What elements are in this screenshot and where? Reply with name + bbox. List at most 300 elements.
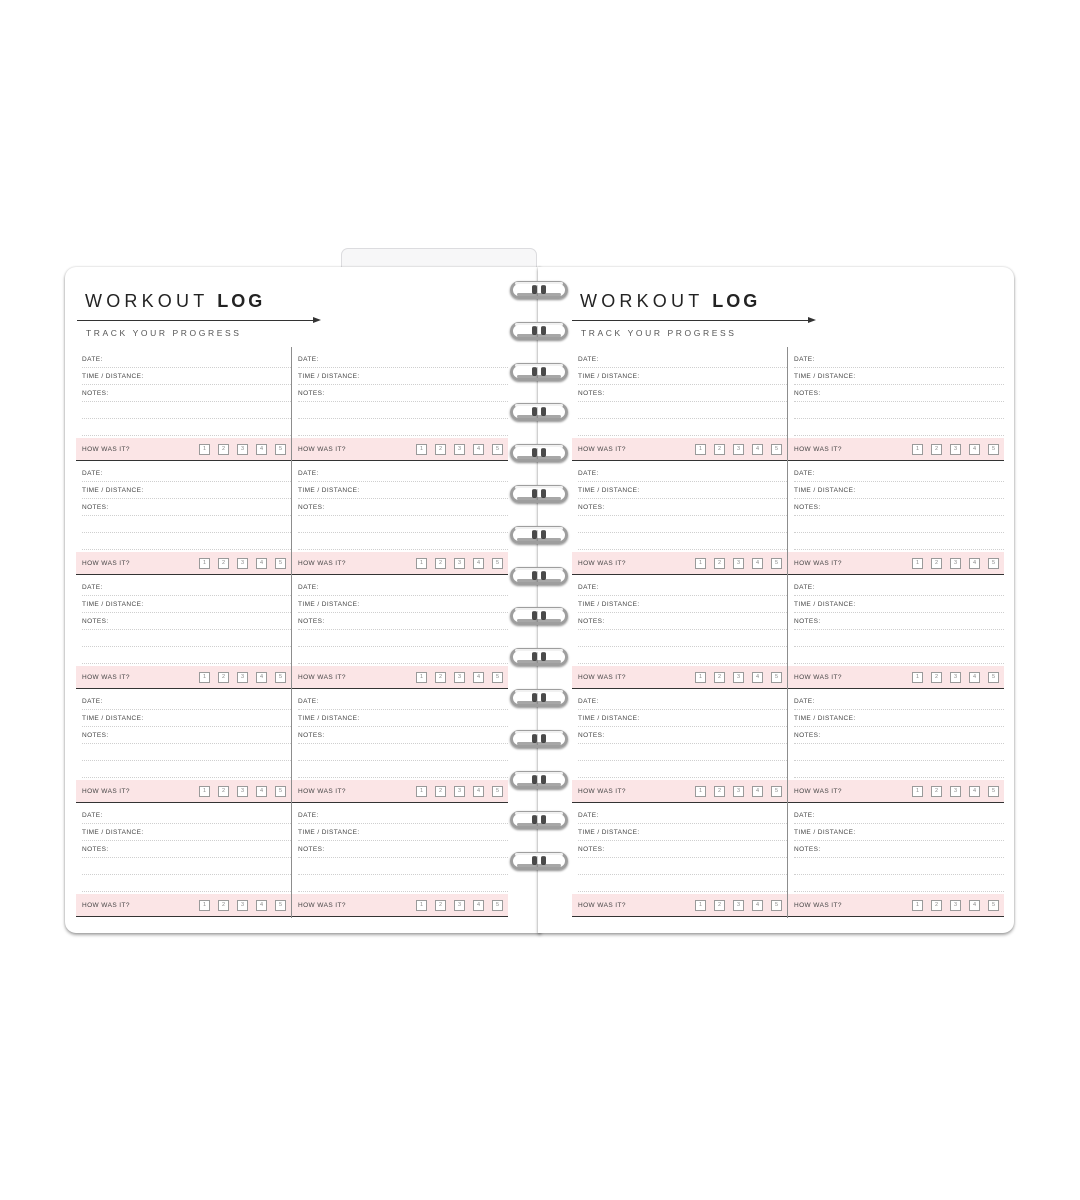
rating-checkbox[interactable]: 3 [950,672,961,683]
rating-checkbox[interactable]: 3 [733,558,744,569]
rating-checkbox[interactable]: 3 [237,672,248,683]
notes-field[interactable]: NOTES: [298,613,508,630]
rating-checkbox[interactable]: 2 [714,900,725,911]
date-field[interactable]: DATE: [298,465,508,482]
rating-bar [788,780,1004,803]
time-distance-field[interactable]: TIME / DISTANCE: [578,596,787,613]
spiral-ring-icon [509,769,569,791]
page-subtitle: TRACK YOUR PROGRESS [86,328,242,338]
rating-checkbox[interactable]: 1 [199,558,210,569]
rating-bar [788,438,1004,461]
how-was-it-label: HOW WAS IT? [578,674,626,681]
workout-entry [788,461,1004,575]
rating-checkbox[interactable]: 3 [733,444,744,455]
notes-field[interactable]: NOTES: [794,499,1004,516]
how-was-it-label: HOW WAS IT? [578,902,626,909]
rating-checkbox[interactable]: 3 [950,900,961,911]
notes-line[interactable] [298,402,508,419]
notes-field[interactable]: NOTES: [578,727,787,744]
spiral-ring-icon [509,850,569,872]
ring-shadow [517,456,561,459]
notes-line[interactable] [794,875,1004,892]
ring-shadow [517,619,561,622]
rating-bar [292,552,508,575]
how-was-it-label: HOW WAS IT? [298,788,346,795]
rating-checkbox[interactable]: 2 [714,786,725,797]
notes-line[interactable] [82,744,291,761]
rating-bar [572,552,787,575]
rating-checkbox[interactable]: 2 [435,672,446,683]
ring-highlight [515,812,563,815]
rating-checkbox[interactable]: 5 [988,786,999,797]
rating-checkbox[interactable]: 4 [473,786,484,797]
spiral-ring-icon [509,605,569,627]
ring-highlight [515,772,563,775]
how-was-it-label: HOW WAS IT? [298,902,346,909]
date-field[interactable]: DATE: [578,579,787,596]
rating-checkbox[interactable]: 1 [912,558,923,569]
title-light: WORKOUT [85,291,209,311]
ring-highlight [515,527,563,530]
time-distance-field[interactable]: TIME / DISTANCE: [794,710,1004,727]
rating-checkbox[interactable]: 5 [275,672,286,683]
rating-checkbox[interactable]: 3 [733,900,744,911]
rating-checkbox[interactable]: 2 [435,558,446,569]
rating-checkbox[interactable]: 3 [454,786,465,797]
rating-checkbox[interactable]: 1 [695,786,706,797]
notes-line[interactable] [298,647,508,664]
spiral-ring-icon [509,401,569,423]
ring-highlight [515,649,563,652]
notes-line[interactable] [794,516,1004,533]
workout-entry [76,689,291,803]
notes-line[interactable] [82,402,291,419]
notes-line[interactable] [298,419,508,436]
entry-row [572,689,1004,803]
notes-line[interactable] [298,875,508,892]
date-field[interactable]: DATE: [82,693,291,710]
rating-options [199,672,286,683]
rating-checkbox[interactable]: 5 [492,672,503,683]
entry-row [572,347,1004,461]
log-grid [572,347,1004,918]
rating-checkbox[interactable]: 5 [988,558,999,569]
rating-checkbox[interactable]: 5 [988,900,999,911]
date-field[interactable]: DATE: [578,807,787,824]
rating-checkbox[interactable]: 2 [435,444,446,455]
notes-line[interactable] [298,761,508,778]
notes-line[interactable] [578,744,787,761]
rating-checkbox[interactable]: 1 [695,900,706,911]
rating-checkbox[interactable]: 1 [695,558,706,569]
rating-bar [76,552,291,575]
rating-checkbox[interactable]: 5 [771,900,782,911]
date-field[interactable]: DATE: [82,579,291,596]
rating-checkbox[interactable]: 2 [931,444,942,455]
notes-line[interactable] [82,858,291,875]
rating-checkbox[interactable]: 1 [695,672,706,683]
ring-shadow [517,375,561,378]
rating-options [199,786,286,797]
how-was-it-label: HOW WAS IT? [82,560,130,567]
ring-shadow [517,823,561,826]
rating-checkbox[interactable]: 3 [454,672,465,683]
rating-checkbox[interactable]: 2 [931,672,942,683]
notes-line[interactable] [578,761,787,778]
rating-checkbox[interactable]: 5 [771,672,782,683]
how-was-it-label: HOW WAS IT? [578,446,626,453]
notes-line[interactable] [578,647,787,664]
rating-checkbox[interactable]: 1 [912,444,923,455]
entry-row [76,575,508,689]
rating-checkbox[interactable]: 5 [275,444,286,455]
date-field[interactable]: DATE: [298,693,508,710]
rating-checkbox[interactable]: 4 [256,672,267,683]
rating-checkbox[interactable]: 1 [912,786,923,797]
rating-checkbox[interactable]: 3 [237,558,248,569]
rating-checkbox[interactable]: 3 [454,900,465,911]
date-field[interactable]: DATE: [82,351,291,368]
entry-row [76,347,508,461]
time-distance-field[interactable]: TIME / DISTANCE: [794,368,1004,385]
rating-checkbox[interactable]: 4 [256,558,267,569]
rating-checkbox[interactable]: 4 [752,672,763,683]
notes-line[interactable] [578,402,787,419]
date-field[interactable]: DATE: [794,807,1004,824]
ring-highlight [515,486,563,489]
rating-checkbox[interactable]: 4 [473,444,484,455]
rating-options [416,558,503,569]
rating-checkbox[interactable]: 2 [931,900,942,911]
rating-options [695,786,782,797]
time-distance-field[interactable]: TIME / DISTANCE: [794,596,1004,613]
rating-checkbox[interactable]: 2 [435,900,446,911]
time-distance-field[interactable]: TIME / DISTANCE: [298,596,508,613]
notes-line[interactable] [794,761,1004,778]
entry-row [572,803,1004,917]
rating-checkbox[interactable]: 1 [416,672,427,683]
notes-field[interactable]: NOTES: [82,499,291,516]
notes-field[interactable]: NOTES: [298,499,508,516]
time-distance-field[interactable]: TIME / DISTANCE: [82,482,291,499]
rating-checkbox[interactable]: 4 [752,786,763,797]
notes-line[interactable] [82,419,291,436]
rating-checkbox[interactable]: 1 [695,444,706,455]
rating-checkbox[interactable]: 2 [714,558,725,569]
ring-highlight [515,445,563,448]
spiral-ring-icon [509,565,569,587]
ring-shadow [517,538,561,541]
workout-entry [76,347,291,461]
rating-checkbox[interactable]: 2 [218,672,229,683]
notes-field[interactable]: NOTES: [82,727,291,744]
rating-checkbox[interactable]: 2 [435,786,446,797]
spiral-ring-icon [509,320,569,342]
workout-entry [572,575,787,689]
notes-line[interactable] [82,516,291,533]
notes-line[interactable] [794,630,1004,647]
rating-bar [572,780,787,803]
notes-field[interactable]: NOTES: [82,613,291,630]
rating-checkbox[interactable]: 4 [473,558,484,569]
notes-line[interactable] [578,630,787,647]
ring-shadow [517,660,561,663]
notes-field[interactable]: NOTES: [794,385,1004,402]
date-field[interactable]: DATE: [298,579,508,596]
notes-field[interactable]: NOTES: [578,841,787,858]
time-distance-field[interactable]: TIME / DISTANCE: [298,368,508,385]
title-arrow-line [77,320,315,321]
time-distance-field[interactable]: TIME / DISTANCE: [82,368,291,385]
rating-bar [572,894,787,917]
notes-line[interactable] [578,419,787,436]
rating-checkbox[interactable]: 5 [275,900,286,911]
rating-checkbox[interactable]: 4 [256,444,267,455]
rating-checkbox[interactable]: 4 [752,558,763,569]
rating-checkbox[interactable]: 2 [218,558,229,569]
rating-checkbox[interactable]: 5 [275,558,286,569]
rating-checkbox[interactable]: 4 [256,786,267,797]
notes-field[interactable]: NOTES: [82,841,291,858]
rating-checkbox[interactable]: 3 [237,444,248,455]
rating-options [199,558,286,569]
notes-line[interactable] [578,516,787,533]
rating-checkbox[interactable]: 2 [931,786,942,797]
rating-checkbox[interactable]: 4 [752,900,763,911]
date-field[interactable]: DATE: [578,693,787,710]
date-field[interactable]: DATE: [794,579,1004,596]
notes-line[interactable] [578,858,787,875]
how-was-it-label: HOW WAS IT? [794,446,842,453]
rating-checkbox[interactable]: 4 [969,672,980,683]
rating-checkbox[interactable]: 3 [237,786,248,797]
how-was-it-label: HOW WAS IT? [82,446,130,453]
notes-line[interactable] [298,858,508,875]
time-distance-field[interactable]: TIME / DISTANCE: [82,710,291,727]
notes-line[interactable] [82,761,291,778]
workout-entry [292,575,508,689]
workout-entry [788,803,1004,917]
rating-checkbox[interactable]: 3 [950,444,961,455]
rating-bar [76,666,291,689]
spiral-ring-icon [509,687,569,709]
notes-field[interactable]: NOTES: [298,841,508,858]
rating-checkbox[interactable]: 1 [416,786,427,797]
notes-field[interactable]: NOTES: [794,613,1004,630]
rating-checkbox[interactable]: 2 [218,786,229,797]
how-was-it-label: HOW WAS IT? [794,674,842,681]
date-field[interactable]: DATE: [82,465,291,482]
rating-checkbox[interactable]: 1 [199,672,210,683]
ring-shadow [517,293,561,296]
notes-line[interactable] [578,533,787,550]
workout-entry [292,461,508,575]
time-distance-field[interactable]: TIME / DISTANCE: [298,710,508,727]
time-distance-field[interactable]: TIME / DISTANCE: [578,482,787,499]
rating-checkbox[interactable]: 4 [969,786,980,797]
rating-checkbox[interactable]: 3 [733,672,744,683]
notes-line[interactable] [794,858,1004,875]
time-distance-field[interactable]: TIME / DISTANCE: [82,596,291,613]
rating-checkbox[interactable]: 5 [275,786,286,797]
rating-checkbox[interactable]: 1 [912,672,923,683]
time-distance-field[interactable]: TIME / DISTANCE: [298,824,508,841]
rating-checkbox[interactable]: 1 [416,900,427,911]
notes-line[interactable] [794,419,1004,436]
time-distance-field[interactable]: TIME / DISTANCE: [82,824,291,841]
rating-checkbox[interactable]: 2 [931,558,942,569]
notes-field[interactable]: NOTES: [298,727,508,744]
date-field[interactable]: DATE: [794,465,1004,482]
time-distance-field[interactable]: TIME / DISTANCE: [794,482,1004,499]
rating-bar [76,780,291,803]
notes-line[interactable] [794,744,1004,761]
ring-highlight [515,323,563,326]
rating-checkbox[interactable]: 5 [492,444,503,455]
how-was-it-label: HOW WAS IT? [578,560,626,567]
ring-highlight [515,608,563,611]
time-distance-field[interactable]: TIME / DISTANCE: [578,710,787,727]
left-page [65,267,541,933]
notes-line[interactable] [794,402,1004,419]
rating-checkbox[interactable]: 4 [969,558,980,569]
rating-checkbox[interactable]: 5 [492,786,503,797]
ring-shadow [517,701,561,704]
rating-checkbox[interactable]: 3 [237,900,248,911]
ring-highlight [515,731,563,734]
rating-checkbox[interactable]: 3 [733,786,744,797]
title-bold: LOG [712,291,761,311]
notes-field[interactable]: NOTES: [794,841,1004,858]
rating-checkbox[interactable]: 1 [199,444,210,455]
rating-checkbox[interactable]: 1 [199,786,210,797]
rating-checkbox[interactable]: 4 [969,444,980,455]
time-distance-field[interactable]: TIME / DISTANCE: [794,824,1004,841]
notes-line[interactable] [298,744,508,761]
workout-entry [76,461,291,575]
arrow-right-icon [313,317,321,323]
notes-field[interactable]: NOTES: [298,385,508,402]
notes-line[interactable] [794,647,1004,664]
rating-checkbox[interactable]: 5 [988,444,999,455]
rating-options [695,900,782,911]
notes-field[interactable]: NOTES: [578,499,787,516]
ring-shadow [517,579,561,582]
rating-bar [292,780,508,803]
spiral-ring-icon [509,361,569,383]
workout-entry [292,689,508,803]
workout-entry [788,347,1004,461]
rating-checkbox[interactable]: 2 [714,672,725,683]
rating-checkbox[interactable]: 5 [492,900,503,911]
date-field[interactable]: DATE: [578,351,787,368]
ring-highlight [515,568,563,571]
rating-checkbox[interactable]: 3 [950,558,961,569]
entry-row [76,689,508,803]
rating-checkbox[interactable]: 5 [771,558,782,569]
rating-checkbox[interactable]: 3 [950,786,961,797]
notes-field[interactable]: NOTES: [578,613,787,630]
how-was-it-label: HOW WAS IT? [298,560,346,567]
rating-options [416,900,503,911]
workout-entry [572,347,787,461]
rating-checkbox[interactable]: 1 [416,444,427,455]
rating-checkbox[interactable]: 5 [771,444,782,455]
rating-options [912,444,999,455]
date-field[interactable]: DATE: [578,465,787,482]
time-distance-field[interactable]: TIME / DISTANCE: [578,824,787,841]
entry-row [572,575,1004,689]
rating-checkbox[interactable]: 5 [988,672,999,683]
notes-field[interactable]: NOTES: [82,385,291,402]
how-was-it-label: HOW WAS IT? [578,788,626,795]
ring-highlight [515,404,563,407]
date-field[interactable]: DATE: [794,693,1004,710]
rating-options [695,672,782,683]
spiral-ring-icon [509,524,569,546]
workout-entry [76,575,291,689]
rating-options [912,900,999,911]
rating-checkbox[interactable]: 3 [454,558,465,569]
how-was-it-label: HOW WAS IT? [82,902,130,909]
how-was-it-label: HOW WAS IT? [794,902,842,909]
how-was-it-label: HOW WAS IT? [298,446,346,453]
date-field[interactable]: DATE: [298,807,508,824]
rating-checkbox[interactable]: 1 [199,900,210,911]
spiral-ring-icon [509,279,569,301]
rating-checkbox[interactable]: 1 [912,900,923,911]
ring-shadow [517,415,561,418]
rating-checkbox[interactable]: 3 [454,444,465,455]
workout-entry [788,689,1004,803]
notes-line[interactable] [82,533,291,550]
rating-bar [292,666,508,689]
notes-line[interactable] [298,533,508,550]
date-field[interactable]: DATE: [794,351,1004,368]
rating-checkbox[interactable]: 4 [473,672,484,683]
rating-checkbox[interactable]: 2 [218,444,229,455]
notes-line[interactable] [298,630,508,647]
notes-field[interactable]: NOTES: [578,385,787,402]
ring-shadow [517,783,561,786]
ring-shadow [517,334,561,337]
ring-highlight [515,364,563,367]
rating-checkbox[interactable]: 4 [969,900,980,911]
rating-options [912,672,999,683]
notes-line[interactable] [578,875,787,892]
rating-checkbox[interactable]: 4 [752,444,763,455]
ring-shadow [517,864,561,867]
notes-line[interactable] [82,647,291,664]
rating-checkbox[interactable]: 5 [771,786,782,797]
rating-checkbox[interactable]: 2 [218,900,229,911]
rating-checkbox[interactable]: 4 [473,900,484,911]
time-distance-field[interactable]: TIME / DISTANCE: [578,368,787,385]
rating-checkbox[interactable]: 4 [256,900,267,911]
notes-line[interactable] [82,630,291,647]
rating-checkbox[interactable]: 2 [714,444,725,455]
rating-bar [788,666,1004,689]
notes-line[interactable] [298,516,508,533]
rating-checkbox[interactable]: 1 [416,558,427,569]
notes-field[interactable]: NOTES: [794,727,1004,744]
date-field[interactable]: DATE: [298,351,508,368]
time-distance-field[interactable]: TIME / DISTANCE: [298,482,508,499]
notes-line[interactable] [794,533,1004,550]
rating-checkbox[interactable]: 5 [492,558,503,569]
notes-line[interactable] [82,875,291,892]
date-field[interactable]: DATE: [82,807,291,824]
